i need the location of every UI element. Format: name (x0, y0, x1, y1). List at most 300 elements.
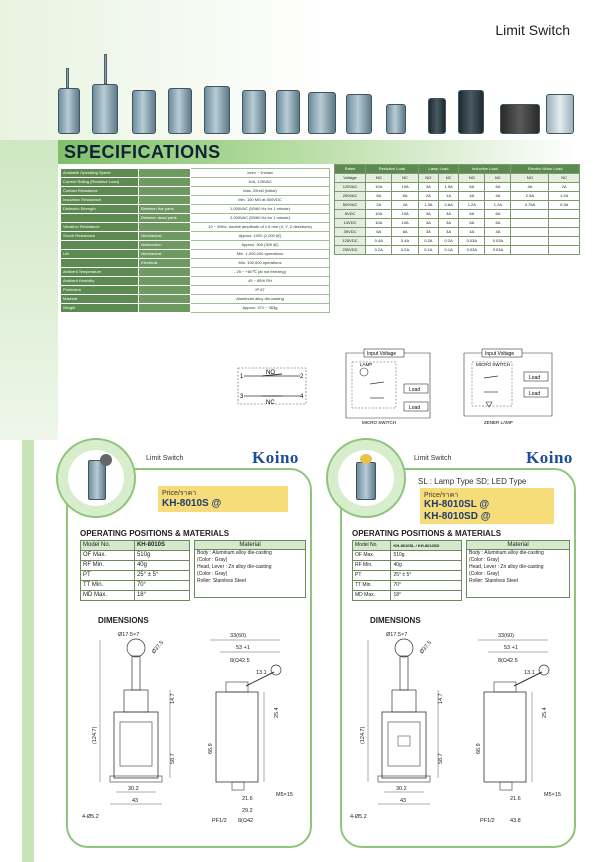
load-value: 1.5A (438, 183, 458, 192)
spec-subkey (139, 187, 191, 196)
spec-subkey (139, 295, 191, 304)
spec-value: 2,000VAC (50/60 Hz for 1 minute) (191, 214, 330, 223)
switch-image (58, 88, 80, 134)
dimension-label: 43 (132, 798, 139, 804)
load-value: 0.1A (418, 246, 438, 255)
op-value: 510g (391, 551, 462, 561)
dimension-label: M5×15 (276, 792, 293, 798)
dimension-label: (124.7) (92, 726, 98, 744)
load-value: 1.2A (485, 201, 511, 210)
spec-key (61, 214, 139, 223)
product-photo-strip (56, 52, 576, 140)
load-value: 10A (366, 183, 392, 192)
load-value: 1.3A (418, 201, 438, 210)
dimension-label: 43.8 (510, 818, 521, 824)
dimensions-title: DIMENSIONS (98, 616, 149, 625)
spec-key (61, 259, 139, 268)
op-value: 70° (391, 581, 462, 591)
spec-key: Ambient Humidity (61, 277, 139, 286)
load-value (511, 228, 549, 237)
terminal-label: 3 (240, 394, 244, 400)
switch-image (356, 462, 376, 500)
switch-image (88, 460, 106, 500)
load-value: 0.03A (459, 246, 485, 255)
load-voltage: 14VDC (335, 219, 366, 228)
material-line: (Color : Gray) (197, 571, 228, 577)
spec-key: Shock Resistance (61, 232, 139, 241)
load-value: 6A (459, 210, 485, 219)
load-value: 4A (459, 228, 485, 237)
load-value: 0.3A (549, 201, 580, 210)
load-sub-header: NC (438, 174, 458, 183)
spec-key: Current Rating (Resistive Load) (61, 178, 139, 187)
dimension-label: Ø37.5 (418, 639, 434, 656)
op-label: TT Min. (353, 581, 391, 591)
dimension-label: 33(60) (498, 633, 514, 639)
spec-subkey: Mechanical (139, 250, 191, 259)
switch-image (132, 90, 156, 134)
op-label: MD Max. (353, 591, 391, 601)
left-decor-panel (0, 140, 58, 440)
dimension-label: 33(60) (230, 633, 246, 639)
load-voltage: 125VDC (335, 237, 366, 246)
roller-image (100, 454, 112, 466)
spec-row (61, 286, 330, 295)
load-value: 4A (485, 228, 511, 237)
material-header: Material (467, 541, 569, 550)
contact-no-label: NO (266, 370, 275, 376)
dimension-label: 8(Ω42.5 (230, 658, 250, 664)
load-sub-header: NC (549, 174, 580, 183)
input-voltage-label: Input Voltage (485, 351, 515, 357)
op-label: PT (353, 571, 391, 581)
product-photo-circle (326, 438, 406, 518)
load-value: 0.6A (438, 201, 458, 210)
load-value (549, 219, 580, 228)
load-value: 6A (485, 210, 511, 219)
spec-value: 10 ~ 55Hz, double amplitude of 1.5 mm (X, Y, Z directions) (191, 223, 330, 232)
spec-subkey (139, 196, 191, 205)
switch-image (346, 94, 372, 134)
spec-row (61, 223, 330, 232)
spec-row (61, 187, 330, 196)
operating-positions-table (352, 540, 462, 601)
dimension-label: 8(Ω42 (238, 818, 254, 824)
op-head-cell: Model No. (353, 541, 391, 551)
operating-positions-table (80, 540, 190, 601)
op-head-cell: KH-8010SL / KH-8010SD (391, 541, 462, 551)
spec-key (61, 241, 139, 250)
dimension-label: M5×15 (544, 792, 561, 798)
spec-row (61, 259, 330, 268)
micro-switch-label: MICRO SWITCH (362, 420, 396, 425)
load-value: 2A (392, 201, 418, 210)
price-label: Price/ราคา (162, 490, 197, 497)
switch-image (500, 104, 540, 134)
op-value: 25° ± 5° (391, 571, 462, 581)
material-line: Head, Lever : Zn alloy die-casting (469, 564, 544, 570)
spec-value: Approx. 371 ~ 363g (191, 304, 330, 313)
load-value: 0.1A (438, 246, 458, 255)
dimension-label: 58.7 (170, 753, 176, 764)
spec-subkey: Electrical (139, 259, 191, 268)
load-row (335, 201, 580, 210)
spec-value: Min. 1,000,000 operations (191, 250, 330, 259)
load-group-header: Electric Motor Load (511, 165, 580, 174)
terminal-label: 4 (300, 394, 304, 400)
load-row (335, 246, 580, 255)
dimension-label: 25.4 (542, 707, 548, 718)
micro-switch-label: MICRO SWITCH (476, 362, 510, 367)
load-group-header: Rated (335, 165, 366, 174)
spec-subkey (139, 277, 191, 286)
load-sub-header: NO (459, 174, 485, 183)
product-title: Limit Switch (495, 22, 570, 38)
contact-nc-label: NC (266, 400, 275, 406)
spec-value: Min. 100,000 operations (191, 259, 330, 268)
switch-image (204, 86, 230, 134)
load-value: 0.4A (366, 237, 392, 246)
load-rating-table (334, 164, 580, 255)
type-note: SL : Lamp Type SD; LED Type (418, 477, 527, 486)
product-photo (338, 450, 394, 506)
load-value: 3A (438, 219, 458, 228)
op-label: PT (81, 571, 135, 581)
dimension-label: PF1/2 (212, 818, 227, 824)
dimension-label: 30.2 (128, 786, 139, 792)
spec-row (61, 277, 330, 286)
left-decor-bar (22, 440, 34, 862)
spec-value: Approx. 300 (300 ㎨) (191, 241, 330, 250)
spec-subkey: Between dead parts (139, 214, 191, 223)
terminal-label: 2 (300, 374, 304, 380)
spec-subkey (139, 304, 191, 313)
brand-logo: Koino (526, 448, 573, 467)
op-label: TT Min. (81, 581, 135, 591)
dimension-label: 43 (400, 798, 407, 804)
spec-key: Life (61, 250, 139, 259)
spec-subkey: Mechanical (139, 232, 191, 241)
load-value: 10A (392, 210, 418, 219)
op-label: OF Max. (353, 551, 391, 561)
load-voltage: 125VAC (335, 183, 366, 192)
load-value: 2A (549, 183, 580, 192)
op-value: 18° (391, 591, 462, 601)
switch-image (428, 98, 446, 134)
load-value: 4A (485, 192, 511, 201)
load-label: Load (409, 387, 421, 393)
load-value: 6A (366, 192, 392, 201)
load-value: 2A (366, 201, 392, 210)
spec-key: Ambient Temperature (61, 268, 139, 277)
load-value: 0.75A (511, 201, 549, 210)
spec-subkey (139, 178, 191, 187)
switch-lever-image (66, 68, 69, 88)
load-value: 6A (459, 219, 485, 228)
spec-row (61, 232, 330, 241)
load-voltage: 250VAC (335, 192, 366, 201)
load-row (335, 183, 580, 192)
op-value: 25° ± 5° (134, 571, 189, 581)
material-line: Body : Aluminum alloy die-casting (197, 550, 272, 556)
load-row (335, 192, 580, 201)
load-value: 1.2A (549, 192, 580, 201)
dimension-label: 4-Ø5.2 (82, 814, 99, 820)
spec-subkey (139, 169, 191, 178)
load-value: 2A (418, 192, 438, 201)
spec-subkey: Between live parts (139, 205, 191, 214)
dimension-label: 53 +1 (236, 645, 250, 651)
load-group-header: Lamp Load (418, 165, 459, 174)
dimension-label: 53 +1 (504, 645, 518, 651)
op-label: RF Min. (353, 561, 391, 571)
card-kind-label: Limit Switch (146, 455, 184, 462)
dimension-label: 30.2 (396, 786, 407, 792)
spec-value: 10A, 125VAC (191, 178, 330, 187)
price-box (420, 488, 554, 524)
load-sub-header: NC (392, 174, 418, 183)
spec-subkey (139, 223, 191, 232)
operating-positions-title: OPERATING POSITIONS & MATERIALS (80, 529, 230, 538)
dimension-label: PF1/2 (480, 818, 495, 824)
spec-value: Max. 25mΩ (initial) (191, 187, 330, 196)
dimension-drawing-front-side (348, 626, 574, 842)
spec-key: Insulation Resistance (61, 196, 139, 205)
spec-key: Material (61, 295, 139, 304)
spec-subkey (139, 286, 191, 295)
spec-value: Approx. 1000 (1,000 ㎨) (191, 232, 330, 241)
load-value: 4A (511, 183, 549, 192)
material-header: Material (195, 541, 305, 550)
load-value: 0.2A (438, 237, 458, 246)
spec-row (61, 178, 330, 187)
spec-row (61, 169, 330, 178)
switch-image (546, 94, 574, 134)
load-value (511, 219, 549, 228)
load-value: 3A (418, 210, 438, 219)
load-group-header: Resistive Load (366, 165, 419, 174)
dimension-label: 58.7 (438, 753, 444, 764)
spec-value: Aluminum alloy die-casting (191, 295, 330, 304)
load-value: 10A (392, 219, 418, 228)
spec-value: - 25 ~ +80℃ (at not freezing) (191, 268, 330, 277)
spec-key: Vibration Resistance (61, 223, 139, 232)
spec-key: Available Operating Speed (61, 169, 139, 178)
dimension-label: 13.1 (256, 670, 267, 676)
load-value: 6A (485, 219, 511, 228)
load-value: 3A (418, 183, 438, 192)
load-value: 0.2A (392, 246, 418, 255)
load-value (511, 246, 549, 255)
load-value: 0.4A (392, 237, 418, 246)
material-line: (Color : Gray) (469, 557, 500, 563)
load-value: 6A (366, 228, 392, 237)
input-voltage-label: Input Voltage (367, 351, 397, 357)
load-label: Load (529, 375, 541, 381)
load-value (549, 246, 580, 255)
spec-value: 45 ~ 85% RH (191, 277, 330, 286)
switch-image (386, 104, 406, 134)
spec-value: Min. 100 MΩ at 500VDC (191, 196, 330, 205)
load-value: 10A (366, 210, 392, 219)
dimension-label: (124.7) (360, 726, 366, 744)
material-line: Roller: Stainless Steel (469, 578, 518, 584)
spec-value: IP 67 (191, 286, 330, 295)
op-value: 40g (134, 561, 189, 571)
lamp-image (360, 454, 372, 464)
switch-image (276, 90, 300, 134)
load-value: 1A (438, 192, 458, 201)
load-label: Load (409, 405, 421, 411)
model-price: KH-8010SL @ (424, 499, 490, 510)
op-value: 18° (134, 591, 189, 601)
switch-image (168, 88, 192, 134)
terminal-label: 1 (240, 374, 244, 380)
dimension-label: 13.1 (524, 670, 535, 676)
dimension-label: 66.9 (476, 743, 482, 754)
dimension-label: 8(Ω42.5 (498, 658, 518, 664)
spec-subkey (139, 268, 191, 277)
model-price: KH-8010SD @ (424, 511, 491, 522)
load-voltage: 8VDC (335, 210, 366, 219)
load-value: 0.2A (366, 246, 392, 255)
spec-value: 1,000VAC (50/60 Hz for 1 minute) (191, 205, 330, 214)
material-line: (Color : Gray) (197, 557, 228, 563)
spec-row (61, 241, 330, 250)
dimension-label: 21.6 (242, 796, 253, 802)
material-line: Head, Lever : Zn alloy die-casting (197, 564, 272, 570)
spec-row (61, 205, 330, 214)
load-value (549, 210, 580, 219)
load-row (335, 237, 580, 246)
product-photo-circle (56, 438, 136, 518)
op-value: 70° (134, 581, 189, 591)
load-value: 0.03A (485, 237, 511, 246)
dimension-label: 29.2 (242, 808, 253, 814)
card-kind-label: Limit Switch (414, 455, 452, 462)
dimension-label: 14.7 (438, 693, 444, 704)
load-value: 3A (438, 228, 458, 237)
load-voltage: 30VDC (335, 228, 366, 237)
op-head-cell: KH-8010S (134, 541, 189, 551)
material-box (466, 540, 570, 598)
load-value: 6A (392, 192, 418, 201)
load-value: 0.03A (485, 246, 511, 255)
switch-image (92, 84, 118, 134)
price-box (158, 486, 288, 512)
contact-diagram (236, 364, 308, 408)
load-value: 1.2A (459, 201, 485, 210)
brand-logo: Koino (252, 448, 299, 467)
load-value: 4A (459, 192, 485, 201)
load-sub-header: NC (485, 174, 511, 183)
spec-row (61, 196, 330, 205)
load-value: 10A (366, 219, 392, 228)
spec-subkey: Malfunction (139, 241, 191, 250)
spec-key: Contact Resistance (61, 187, 139, 196)
product-photo (68, 450, 124, 506)
load-sub-header: NO (366, 174, 392, 183)
dimension-label: Ø17.5×7 (118, 632, 140, 638)
load-value (549, 237, 580, 246)
spec-key: Dielectric Strength (61, 205, 139, 214)
load-value (549, 228, 580, 237)
lamp-circuit-diagram (340, 348, 436, 426)
zener-lamp-label: ZENER LAMP (484, 420, 513, 425)
switch-image (458, 90, 484, 134)
switch-rod-image (104, 54, 107, 84)
op-value: 40g (391, 561, 462, 571)
load-value: 6A (485, 183, 511, 192)
load-value: 10A (392, 183, 418, 192)
load-group-header: Inductive Load (459, 165, 511, 174)
load-row (335, 210, 580, 219)
load-value: 0.2A (418, 237, 438, 246)
spec-value: 1mm ~ 1m/sec (191, 169, 330, 178)
load-sub-header: NO (418, 174, 438, 183)
load-value: 2.5A (511, 192, 549, 201)
load-value (511, 210, 549, 219)
operating-positions-title: OPERATING POSITIONS & MATERIALS (352, 529, 502, 538)
op-label: MD Max. (81, 591, 135, 601)
dimension-label: 21.6 (510, 796, 521, 802)
load-value (511, 237, 549, 246)
material-line: (Color : Gray) (469, 571, 500, 577)
spec-row (61, 295, 330, 304)
load-voltage: 500VAC (335, 201, 366, 210)
spec-key: Protection (61, 286, 139, 295)
dimension-drawing-front-side (80, 626, 310, 842)
op-label: RF Min. (81, 561, 135, 571)
switch-image (242, 90, 266, 134)
op-label: OF Max. (81, 551, 135, 561)
model-price: KH-8010S @ (162, 498, 222, 509)
load-value: 3A (438, 210, 458, 219)
specifications-title: SPECIFICATIONS (58, 140, 578, 164)
dimension-label: 25.4 (274, 707, 280, 718)
led-circuit-diagram (458, 348, 558, 428)
dimension-label: 4-Ø5.2 (350, 814, 367, 820)
switch-image (308, 92, 336, 134)
load-value: 3A (418, 228, 438, 237)
load-value: 3A (418, 219, 438, 228)
spec-key: Weight (61, 304, 139, 313)
spec-row (61, 304, 330, 313)
specification-table (60, 168, 330, 313)
load-label: Load (529, 391, 541, 397)
op-value: 510g (134, 551, 189, 561)
load-row (335, 228, 580, 237)
op-head-cell: Model No. (81, 541, 135, 551)
dimension-label: 66.9 (208, 743, 214, 754)
lamp-label: LAMP (360, 362, 373, 367)
load-voltage: 250VDC (335, 246, 366, 255)
dimensions-title: DIMENSIONS (370, 616, 421, 625)
dimension-label: 14.7 (170, 693, 176, 704)
material-box (194, 540, 306, 598)
price-label: Price/ราคา (424, 492, 459, 499)
load-value: 0.03A (459, 237, 485, 246)
spec-row (61, 214, 330, 223)
load-sub-header: NO (511, 174, 549, 183)
spec-row (61, 250, 330, 259)
load-sub-header: Voltage (335, 174, 366, 183)
load-value: 6A (459, 183, 485, 192)
spec-row (61, 268, 330, 277)
material-line: Body : Aluminum alloy die-casting (469, 550, 544, 556)
dimension-label: Ø17.5×7 (386, 632, 408, 638)
material-line: Roller: Stainless Steel (197, 578, 246, 584)
